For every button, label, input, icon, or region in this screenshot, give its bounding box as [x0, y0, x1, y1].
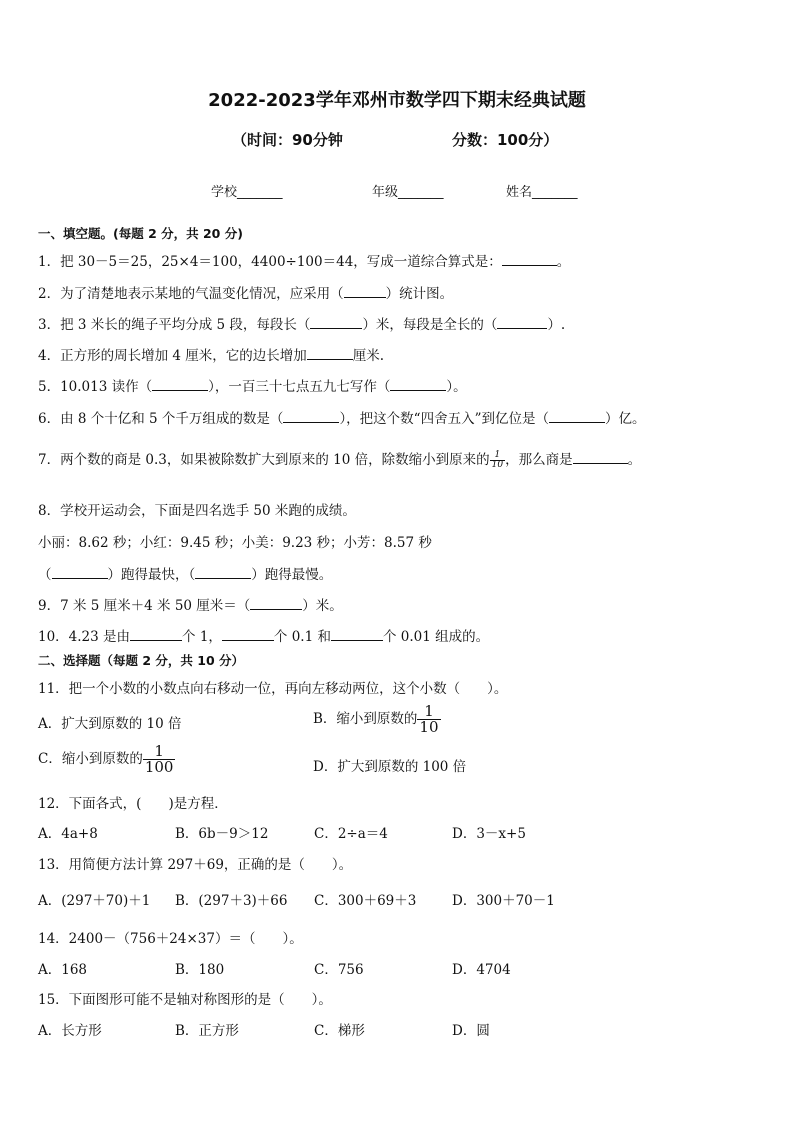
q12-option-b[interactable]: B．6b－9＞12	[175, 826, 269, 842]
q13-option-d[interactable]: D．300＋70－1	[452, 893, 555, 909]
q10-text-d: 个 0.01 组成的。	[382, 629, 490, 645]
q2-text: 2．为了清楚地表示某地的气温变化情况，应采用（	[38, 286, 344, 302]
q9-end: ）米。	[302, 598, 343, 614]
question-7	[38, 448, 641, 470]
q11-option-a[interactable]: A．扩大到原数的 10 倍	[38, 716, 182, 732]
q9-text: 9．7 米 5 厘米＋4 米 50 厘米＝（	[38, 598, 251, 614]
q4-end: 厘米.	[352, 348, 385, 364]
exam-score: 分数：100分）	[452, 131, 559, 149]
q7-end: 。	[627, 452, 642, 468]
grade-field[interactable]: 年级_______	[372, 185, 444, 200]
q6-text-a: 6．由 8 个十亿和 5 个千万组成的数是（	[38, 411, 284, 427]
q3-text-a: 3．把 3 米长的绳子平均分成 5 段，每段长（	[38, 317, 311, 333]
answer-blank[interactable]	[152, 378, 208, 391]
question-9	[38, 594, 343, 614]
question-8-answers	[38, 563, 332, 583]
q12-option-d[interactable]: D．3－x+5	[452, 826, 526, 842]
q5-text-a: 5．10.013 读作（	[38, 379, 153, 395]
question-15: 15．下面图形可能不是轴对称图形的是（ ）。	[38, 992, 332, 1008]
answer-blank[interactable]	[390, 378, 446, 391]
answer-blank[interactable]	[497, 316, 547, 329]
question-10	[38, 625, 489, 645]
page-title: 2022-2023学年邓州市数学四下期末经典试题	[208, 90, 586, 111]
q3-text-b: ）米，每段是全长的（	[362, 317, 498, 333]
fraction-one-tenth	[490, 451, 505, 470]
q11-option-d[interactable]: D．扩大到原数的 100 倍	[313, 759, 467, 775]
section-1-heading: 一、填空题。(每题 2 分，共 20 分)	[38, 226, 243, 241]
answer-blank[interactable]	[502, 253, 557, 266]
race-results: 小丽：8.62 秒；小红：9.45 秒；小美：9.23 秒；小芳：8.57 秒	[38, 535, 432, 551]
question-14: 14．2400－（756＋24×37）＝（ ）。	[38, 931, 303, 947]
fraction-one-hundredth	[143, 744, 176, 775]
fraction-denominator: 10	[419, 718, 439, 736]
question-1	[38, 250, 570, 270]
answer-blank[interactable]	[283, 410, 339, 423]
q14-option-d[interactable]: D．4704	[452, 962, 511, 978]
answer-blank[interactable]	[250, 597, 302, 610]
q12-option-a[interactable]: A．4a+8	[38, 826, 98, 842]
name-field[interactable]: 姓名_______	[506, 185, 578, 200]
q5-text-b: ），一百三十七点五九七写作（	[208, 379, 391, 395]
fraction-denominator: 100	[144, 758, 174, 776]
q8-text-b: ）跑得最快，（	[107, 567, 196, 583]
answer-blank[interactable]	[310, 316, 362, 329]
fraction-one-tenth	[417, 704, 440, 735]
answer-blank[interactable]	[331, 628, 383, 641]
q14-option-a[interactable]: A．168	[38, 962, 88, 978]
q11-option-b-text: B．缩小到原数的	[313, 711, 418, 727]
question-3	[38, 313, 565, 333]
question-5	[38, 375, 467, 395]
q13-option-c[interactable]: C．300＋69＋3	[314, 893, 417, 909]
q8-text-c: ）跑得最慢。	[251, 567, 333, 583]
q2-end: ）统计图。	[385, 286, 454, 302]
q1-text: 1．把 30－5＝25，25×4＝100，4400÷100＝44，写成一道综合算式是：	[38, 254, 502, 270]
answer-blank[interactable]	[195, 566, 251, 579]
question-8: 8．学校开运动会，下面是四名选手 50 米跑的成绩。	[38, 503, 356, 519]
question-12: 12．下面各式，( )是方程．	[38, 796, 228, 812]
q15-option-d[interactable]: D．圆	[452, 1023, 490, 1039]
q15-option-a[interactable]: A．长方形	[38, 1023, 102, 1039]
q10-text-a: 10．4.23 是由	[38, 629, 131, 645]
q6-text-c: ）亿。	[605, 411, 646, 427]
answer-blank[interactable]	[549, 410, 605, 423]
answer-blank[interactable]	[130, 628, 182, 641]
fraction-numerator: 1	[417, 704, 440, 720]
q8-open: （	[38, 567, 52, 583]
q3-text-c: ）.	[547, 317, 566, 333]
answer-blank[interactable]	[52, 566, 108, 579]
q12-option-c[interactable]: C．2÷a＝4	[314, 826, 388, 842]
question-2	[38, 282, 453, 302]
answer-blank[interactable]	[222, 628, 274, 641]
q7-text-a: 7．两个数的商是 0.3，如果被除数扩大到原来的 10 倍，除数缩小到原来的	[38, 452, 490, 468]
q11-option-c[interactable]	[38, 744, 175, 775]
fraction-denominator: 10	[491, 460, 504, 470]
q15-option-c[interactable]: C．梯形	[314, 1023, 365, 1039]
q14-option-b[interactable]: B．180	[175, 962, 225, 978]
q15-option-b[interactable]: B．正方形	[175, 1023, 239, 1039]
q11-option-c-text: C．缩小到原数的	[38, 751, 143, 767]
q13-option-a[interactable]: A．(297＋70)＋1	[38, 893, 151, 909]
q10-text-c: 个 0.1 和	[273, 629, 331, 645]
answer-blank[interactable]	[573, 451, 628, 464]
q1-end: 。	[556, 254, 571, 270]
question-11: 11．把一个小数的小数点向右移动一位，再向左移动两位，这个小数（ ）。	[38, 681, 508, 697]
q5-text-c: ）。	[446, 379, 467, 395]
answer-blank[interactable]	[344, 285, 386, 298]
q13-option-b[interactable]: B．(297＋3)＋66	[175, 893, 288, 909]
question-6	[38, 407, 646, 427]
question-13: 13．用简便方法计算 297＋69，正确的是（ ）。	[38, 857, 353, 873]
exam-time: （时间：90分钟	[232, 131, 343, 149]
q6-text-b: ），把这个数“四舍五入”到亿位是（	[339, 411, 549, 427]
question-4	[38, 344, 384, 364]
q11-option-b[interactable]	[313, 704, 441, 735]
q10-text-b: 个 1，	[182, 629, 222, 645]
answer-blank[interactable]	[307, 347, 353, 360]
q7-text-b: ，那么商是	[505, 452, 573, 468]
fraction-numerator: 1	[490, 451, 505, 461]
section-2-heading: 二、选择题（每题 2 分，共 10 分）	[38, 653, 245, 668]
q4-text: 4．正方形的周长增加 4 厘米，它的边长增加	[38, 348, 307, 364]
q14-option-c[interactable]: C．756	[314, 962, 364, 978]
fraction-numerator: 1	[143, 744, 176, 760]
school-field[interactable]: 学校_______	[211, 185, 283, 200]
